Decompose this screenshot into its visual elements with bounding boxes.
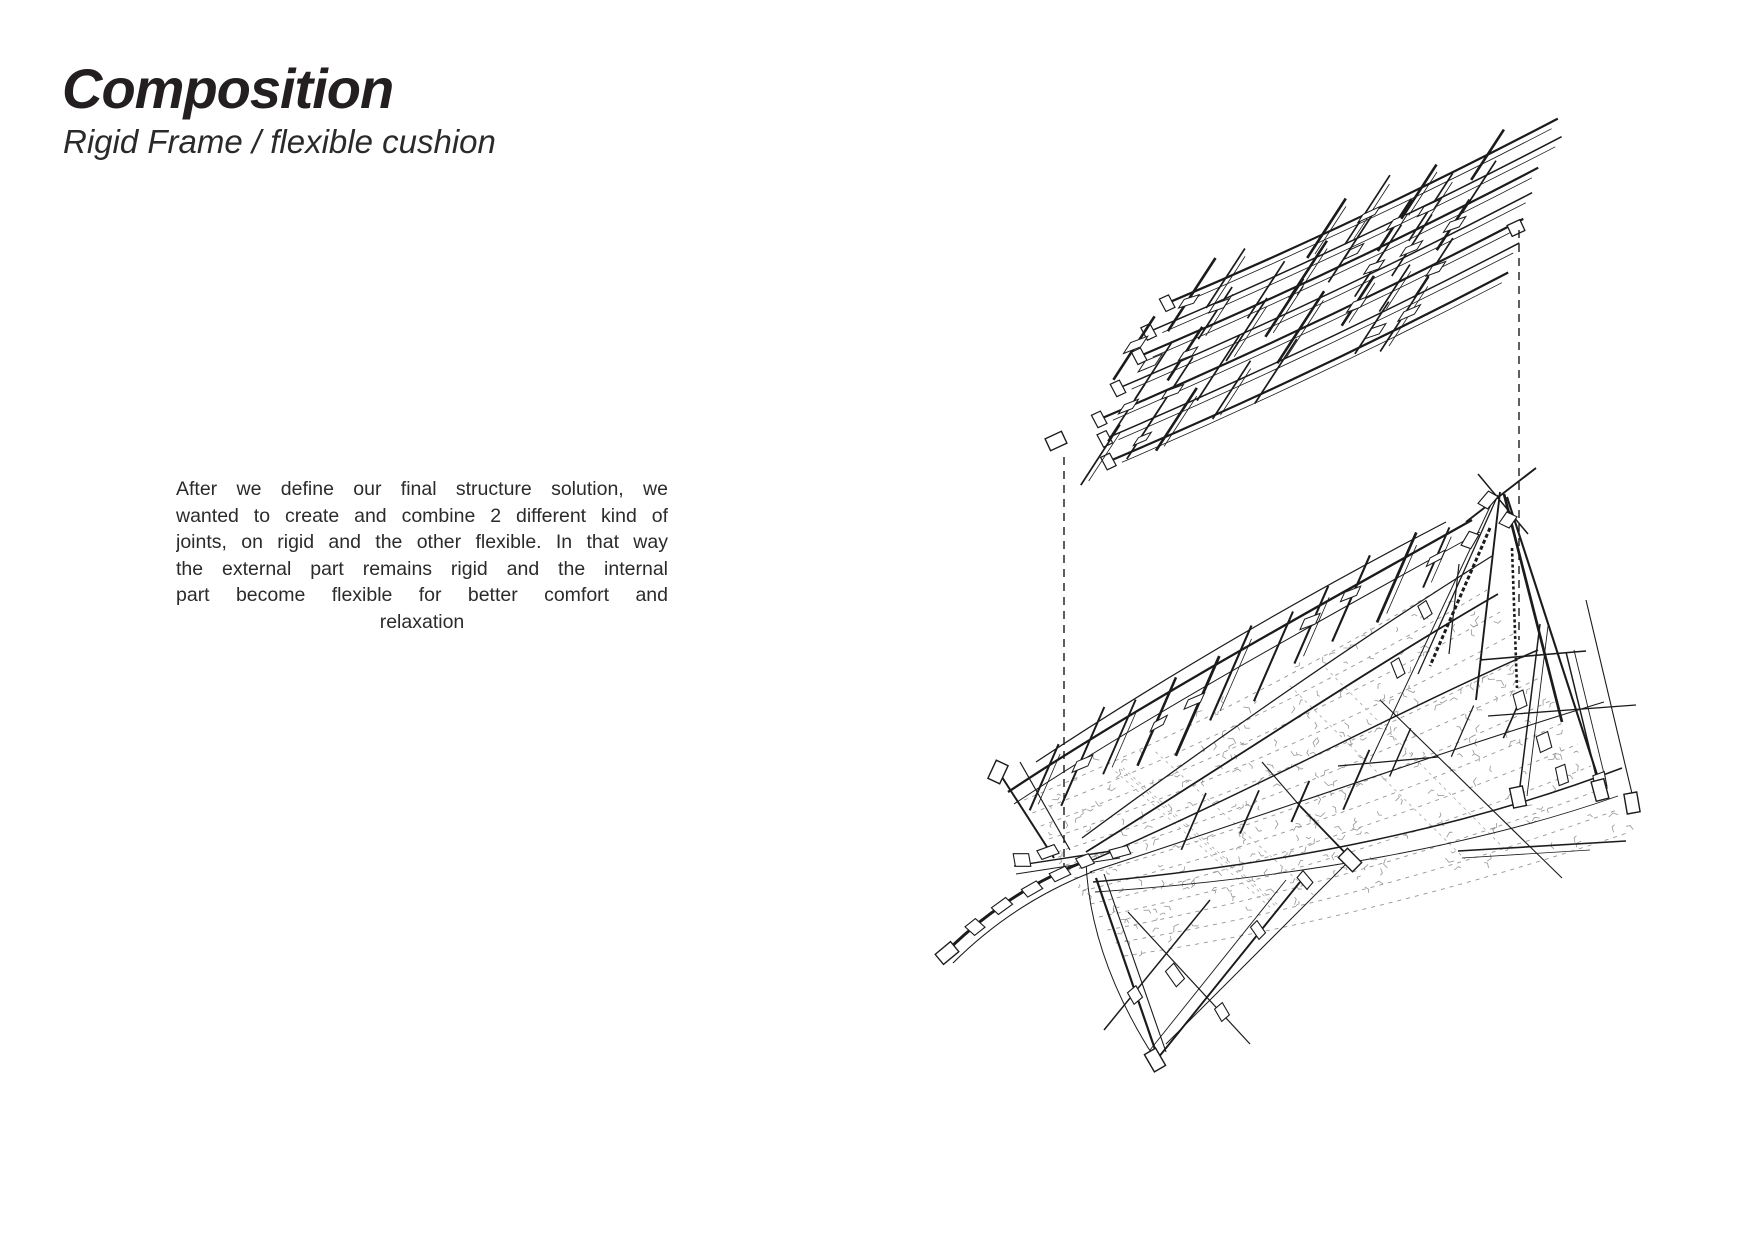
intro-line: wanted to create and combine 2 different kind of xyxy=(176,504,668,527)
page-subtitle: Rigid Frame / flexible cushion xyxy=(63,123,496,160)
intro-line: joints, on rigid and the other flexible. In that way xyxy=(176,531,668,554)
rigid-frame-top-drawing xyxy=(1045,119,1562,486)
page-title: Composition xyxy=(62,57,394,120)
intro-line: the external part remains rigid and the internal xyxy=(176,557,668,580)
intro-line: relaxation xyxy=(379,610,465,633)
projection-dashed-lines xyxy=(1064,230,1519,872)
flexible-cushion-bottom-drawing xyxy=(935,468,1640,1072)
intro-line: After we define our final structure solution, we xyxy=(176,478,668,500)
intro-line: part become flexible for better comfort and xyxy=(176,584,668,607)
